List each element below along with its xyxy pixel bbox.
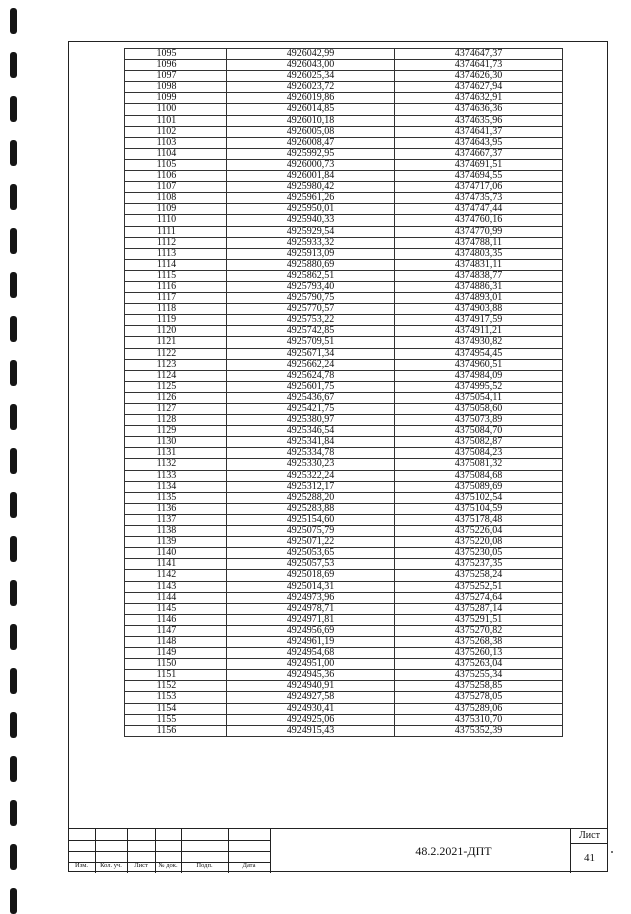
- point-number-cell: 1099: [125, 93, 227, 104]
- grid-line: [68, 851, 270, 852]
- table-row: [125, 171, 563, 182]
- table-row: [125, 370, 563, 381]
- table-row: [125, 215, 563, 226]
- table-row: [125, 159, 563, 170]
- y-coordinate-cell: 4375270,82: [395, 625, 563, 636]
- x-coordinate-cell: 4926000,73: [227, 159, 395, 170]
- table-row: [125, 681, 563, 692]
- y-coordinate-cell: 4374747,44: [395, 204, 563, 215]
- point-number-cell: 1110: [125, 215, 227, 226]
- table-row: [125, 304, 563, 315]
- y-coordinate-cell: 4374930,82: [395, 337, 563, 348]
- x-coordinate-cell: 4925288,20: [227, 492, 395, 503]
- x-coordinate-cell: 4924915,43: [227, 725, 395, 736]
- x-coordinate-cell: 4925436,67: [227, 392, 395, 403]
- x-coordinate-cell: 4925053,65: [227, 548, 395, 559]
- point-number-cell: 1150: [125, 659, 227, 670]
- page-mark: [611, 851, 613, 853]
- point-number-cell: 1136: [125, 503, 227, 514]
- x-coordinate-cell: 4925330,23: [227, 459, 395, 470]
- binder-hole: [10, 580, 17, 606]
- table-row: [125, 415, 563, 426]
- y-coordinate-cell: 4374643,95: [395, 137, 563, 148]
- table-row: [125, 315, 563, 326]
- point-number-cell: 1131: [125, 448, 227, 459]
- table-row: [125, 281, 563, 292]
- y-coordinate-cell: 4375104,59: [395, 503, 563, 514]
- point-number-cell: 1135: [125, 492, 227, 503]
- point-number-cell: 1123: [125, 359, 227, 370]
- point-number-cell: 1154: [125, 703, 227, 714]
- point-number-cell: 1106: [125, 171, 227, 182]
- revision-grid: [68, 829, 270, 873]
- x-coordinate-cell: 4925742,85: [227, 326, 395, 337]
- table-row: [125, 426, 563, 437]
- table-row: [125, 381, 563, 392]
- point-number-cell: 1152: [125, 681, 227, 692]
- x-coordinate-cell: 4925346,54: [227, 426, 395, 437]
- revision-column-label: Кол. уч.: [100, 862, 122, 869]
- revision-column-label: Изм.: [75, 862, 88, 869]
- x-coordinate-cell: 4925380,97: [227, 415, 395, 426]
- table-row: [125, 581, 563, 592]
- x-coordinate-cell: 4925154,60: [227, 514, 395, 525]
- y-coordinate-cell: 4374641,37: [395, 126, 563, 137]
- grid-line: [68, 840, 270, 841]
- point-number-cell: 1146: [125, 614, 227, 625]
- y-coordinate-cell: 4374917,59: [395, 315, 563, 326]
- y-coordinate-cell: 4374626,30: [395, 71, 563, 82]
- revision-column-label: Дата: [242, 862, 256, 869]
- x-coordinate-cell: 4925929,54: [227, 226, 395, 237]
- x-coordinate-cell: 4925075,79: [227, 526, 395, 537]
- point-number-cell: 1143: [125, 581, 227, 592]
- y-coordinate-cell: 4374760,16: [395, 215, 563, 226]
- y-coordinate-cell: 4374717,06: [395, 182, 563, 193]
- point-number-cell: 1112: [125, 237, 227, 248]
- y-coordinate-cell: 4374903,88: [395, 304, 563, 315]
- y-coordinate-cell: 4375260,13: [395, 648, 563, 659]
- point-number-cell: 1130: [125, 437, 227, 448]
- point-number-cell: 1151: [125, 670, 227, 681]
- point-number-cell: 1144: [125, 592, 227, 603]
- x-coordinate-cell: 4925880,69: [227, 259, 395, 270]
- point-number-cell: 1133: [125, 470, 227, 481]
- x-coordinate-cell: 4924961,19: [227, 636, 395, 647]
- point-number-cell: 1132: [125, 459, 227, 470]
- y-coordinate-cell: 4374694,55: [395, 171, 563, 182]
- point-number-cell: 1108: [125, 193, 227, 204]
- point-number-cell: 1118: [125, 304, 227, 315]
- x-coordinate-cell: 4925980,42: [227, 182, 395, 193]
- table-row: [125, 137, 563, 148]
- point-number-cell: 1098: [125, 82, 227, 93]
- point-number-cell: 1097: [125, 71, 227, 82]
- table-row: [125, 659, 563, 670]
- x-coordinate-cell: 4926019,86: [227, 93, 395, 104]
- table-row: [125, 703, 563, 714]
- point-number-cell: 1117: [125, 293, 227, 304]
- point-number-cell: 1139: [125, 537, 227, 548]
- y-coordinate-cell: 4375310,70: [395, 714, 563, 725]
- y-coordinate-cell: 4375226,04: [395, 526, 563, 537]
- table-row: [125, 603, 563, 614]
- binder-hole: [10, 360, 17, 386]
- point-number-cell: 1128: [125, 415, 227, 426]
- x-coordinate-cell: 4925961,26: [227, 193, 395, 204]
- y-coordinate-cell: 4375258,85: [395, 681, 563, 692]
- point-number-cell: 1149: [125, 648, 227, 659]
- y-coordinate-cell: 4375289,06: [395, 703, 563, 714]
- x-coordinate-cell: 4925709,51: [227, 337, 395, 348]
- y-coordinate-cell: 4374960,51: [395, 359, 563, 370]
- binder-hole: [10, 668, 17, 694]
- x-coordinate-cell: 4926010,18: [227, 115, 395, 126]
- y-coordinate-cell: 4375230,05: [395, 548, 563, 559]
- binder-hole: [10, 844, 17, 870]
- table-row: [125, 259, 563, 270]
- table-row: [125, 182, 563, 193]
- binder-hole: [10, 712, 17, 738]
- table-row: [125, 592, 563, 603]
- table-row: [125, 193, 563, 204]
- y-coordinate-cell: 4374636,36: [395, 104, 563, 115]
- y-coordinate-cell: 4374831,11: [395, 259, 563, 270]
- point-number-cell: 1129: [125, 426, 227, 437]
- point-number-cell: 1127: [125, 404, 227, 415]
- table-row: [125, 559, 563, 570]
- title-block: [68, 828, 608, 872]
- point-number-cell: 1137: [125, 514, 227, 525]
- binder-hole: [10, 184, 17, 210]
- x-coordinate-cell: 4926008,47: [227, 137, 395, 148]
- point-number-cell: 1115: [125, 270, 227, 281]
- point-number-cell: 1109: [125, 204, 227, 215]
- sheet-label: Лист: [571, 829, 608, 844]
- point-number-cell: 1116: [125, 281, 227, 292]
- binder-hole: [10, 8, 17, 34]
- x-coordinate-cell: 4925071,22: [227, 537, 395, 548]
- binder-hole: [10, 140, 17, 166]
- point-number-cell: 1122: [125, 348, 227, 359]
- table-row: [125, 237, 563, 248]
- binder-hole: [10, 888, 17, 914]
- y-coordinate-cell: 4374838,77: [395, 270, 563, 281]
- x-coordinate-cell: 4925334,78: [227, 448, 395, 459]
- table-row: [125, 537, 563, 548]
- table-row: [125, 470, 563, 481]
- y-coordinate-cell: 4375178,48: [395, 514, 563, 525]
- x-coordinate-cell: 4926042,99: [227, 49, 395, 60]
- table-row: [125, 337, 563, 348]
- x-coordinate-cell: 4924930,41: [227, 703, 395, 714]
- x-coordinate-cell: 4926023,72: [227, 82, 395, 93]
- x-coordinate-cell: 4925940,33: [227, 215, 395, 226]
- y-coordinate-cell: 4375084,23: [395, 448, 563, 459]
- table-row: [125, 326, 563, 337]
- document-code: 48.2.2021-ДПТ: [415, 844, 492, 858]
- x-coordinate-cell: 4925341,84: [227, 437, 395, 448]
- point-number-cell: 1114: [125, 259, 227, 270]
- x-coordinate-cell: 4925933,32: [227, 237, 395, 248]
- point-number-cell: 1125: [125, 381, 227, 392]
- point-number-cell: 1100: [125, 104, 227, 115]
- y-coordinate-cell: 4375089,69: [395, 481, 563, 492]
- table-row: [125, 204, 563, 215]
- table-row: [125, 93, 563, 104]
- x-coordinate-cell: 4924945,36: [227, 670, 395, 681]
- binder-hole: [10, 316, 17, 342]
- y-coordinate-cell: 4374667,37: [395, 148, 563, 159]
- point-number-cell: 1155: [125, 714, 227, 725]
- x-coordinate-cell: 4924978,71: [227, 603, 395, 614]
- x-coordinate-cell: 4926014,85: [227, 104, 395, 115]
- point-number-cell: 1145: [125, 603, 227, 614]
- point-number-cell: 1102: [125, 126, 227, 137]
- table-row: [125, 248, 563, 259]
- sheet-box: [570, 829, 608, 873]
- table-row: [125, 481, 563, 492]
- point-number-cell: 1142: [125, 570, 227, 581]
- y-coordinate-cell: 4374886,31: [395, 281, 563, 292]
- binder-hole: [10, 448, 17, 474]
- y-coordinate-cell: 4374641,73: [395, 60, 563, 71]
- table-row: [125, 126, 563, 137]
- table-row: [125, 404, 563, 415]
- y-coordinate-cell: 4374893,01: [395, 293, 563, 304]
- revision-column-label: № док.: [158, 862, 178, 869]
- binder-holes: [10, 0, 22, 905]
- table-row: [125, 293, 563, 304]
- point-number-cell: 1095: [125, 49, 227, 60]
- x-coordinate-cell: 4924925,06: [227, 714, 395, 725]
- table-row: [125, 692, 563, 703]
- y-coordinate-cell: 4375102,54: [395, 492, 563, 503]
- table-row: [125, 636, 563, 647]
- y-coordinate-cell: 4374735,73: [395, 193, 563, 204]
- binder-hole: [10, 536, 17, 562]
- y-coordinate-cell: 4375274,64: [395, 592, 563, 603]
- x-coordinate-cell: 4925283,88: [227, 503, 395, 514]
- table-row: [125, 148, 563, 159]
- x-coordinate-cell: 4926043,00: [227, 60, 395, 71]
- y-coordinate-cell: 4375237,35: [395, 559, 563, 570]
- point-number-cell: 1119: [125, 315, 227, 326]
- x-coordinate-cell: 4925950,01: [227, 204, 395, 215]
- y-coordinate-cell: 4374788,11: [395, 237, 563, 248]
- binder-hole: [10, 52, 17, 78]
- y-coordinate-cell: 4375084,70: [395, 426, 563, 437]
- x-coordinate-cell: 4925421,75: [227, 404, 395, 415]
- table-row: [125, 60, 563, 71]
- point-number-cell: 1121: [125, 337, 227, 348]
- x-coordinate-cell: 4925662,24: [227, 359, 395, 370]
- y-coordinate-cell: 4375255,34: [395, 670, 563, 681]
- x-coordinate-cell: 4925753,22: [227, 315, 395, 326]
- binder-hole: [10, 756, 17, 782]
- y-coordinate-cell: 4375268,38: [395, 636, 563, 647]
- point-number-cell: 1107: [125, 182, 227, 193]
- table-row: [125, 359, 563, 370]
- point-number-cell: 1120: [125, 326, 227, 337]
- y-coordinate-cell: 4375287,14: [395, 603, 563, 614]
- point-number-cell: 1153: [125, 692, 227, 703]
- y-coordinate-cell: 4374954,45: [395, 348, 563, 359]
- point-number-cell: 1103: [125, 137, 227, 148]
- sheet-number: 41: [584, 852, 595, 864]
- y-coordinate-cell: 4375082,87: [395, 437, 563, 448]
- revision-column-label: Лист: [134, 862, 148, 869]
- point-number-cell: 1141: [125, 559, 227, 570]
- table-row: [125, 226, 563, 237]
- point-number-cell: 1140: [125, 548, 227, 559]
- x-coordinate-cell: 4925624,78: [227, 370, 395, 381]
- y-coordinate-cell: 4375058,60: [395, 404, 563, 415]
- table-row: [125, 71, 563, 82]
- revision-column-label: Подп.: [196, 862, 213, 869]
- y-coordinate-cell: 4375352,39: [395, 725, 563, 736]
- y-coordinate-cell: 4374647,37: [395, 49, 563, 60]
- table-row: [125, 448, 563, 459]
- table-row: [125, 526, 563, 537]
- binder-hole: [10, 96, 17, 122]
- point-number-cell: 1148: [125, 636, 227, 647]
- x-coordinate-cell: 4925322,24: [227, 470, 395, 481]
- table-row: [125, 514, 563, 525]
- x-coordinate-cell: 4925018,69: [227, 570, 395, 581]
- point-number-cell: 1105: [125, 159, 227, 170]
- x-coordinate-cell: 4925862,51: [227, 270, 395, 281]
- point-number-cell: 1113: [125, 248, 227, 259]
- table-row: [125, 49, 563, 60]
- table-row: [125, 670, 563, 681]
- table-row: [125, 104, 563, 115]
- table-row: [125, 503, 563, 514]
- x-coordinate-cell: 4925312,17: [227, 481, 395, 492]
- y-coordinate-cell: 4375084,68: [395, 470, 563, 481]
- x-coordinate-cell: 4925057,53: [227, 559, 395, 570]
- x-coordinate-cell: 4925913,09: [227, 248, 395, 259]
- x-coordinate-cell: 4925790,75: [227, 293, 395, 304]
- y-coordinate-cell: 4375258,24: [395, 570, 563, 581]
- x-coordinate-cell: 4925671,34: [227, 348, 395, 359]
- y-coordinate-cell: 4374632,91: [395, 93, 563, 104]
- binder-hole: [10, 800, 17, 826]
- table-row: [125, 648, 563, 659]
- table-row: [125, 548, 563, 559]
- x-coordinate-cell: 4925992,95: [227, 148, 395, 159]
- point-number-cell: 1111: [125, 226, 227, 237]
- binder-hole: [10, 624, 17, 650]
- y-coordinate-cell: 4375278,05: [395, 692, 563, 703]
- y-coordinate-cell: 4374803,35: [395, 248, 563, 259]
- y-coordinate-cell: 4374984,09: [395, 370, 563, 381]
- x-coordinate-cell: 4925014,31: [227, 581, 395, 592]
- binder-hole: [10, 492, 17, 518]
- x-coordinate-cell: 4925793,40: [227, 281, 395, 292]
- point-number-cell: 1156: [125, 725, 227, 736]
- point-number-cell: 1134: [125, 481, 227, 492]
- y-coordinate-cell: 4375073,89: [395, 415, 563, 426]
- x-coordinate-cell: 4925770,57: [227, 304, 395, 315]
- x-coordinate-cell: 4926001,84: [227, 171, 395, 182]
- y-coordinate-cell: 4375220,08: [395, 537, 563, 548]
- y-coordinate-cell: 4375252,51: [395, 581, 563, 592]
- y-coordinate-cell: 4374635,96: [395, 115, 563, 126]
- x-coordinate-cell: 4926025,34: [227, 71, 395, 82]
- point-number-cell: 1138: [125, 526, 227, 537]
- point-number-cell: 1101: [125, 115, 227, 126]
- x-coordinate-cell: 4924973,96: [227, 592, 395, 603]
- y-coordinate-cell: 4375263,04: [395, 659, 563, 670]
- x-coordinate-cell: 4926005,08: [227, 126, 395, 137]
- y-coordinate-cell: 4375054,11: [395, 392, 563, 403]
- table-row: [125, 115, 563, 126]
- x-coordinate-cell: 4924954,68: [227, 648, 395, 659]
- point-number-cell: 1147: [125, 625, 227, 636]
- x-coordinate-cell: 4924927,58: [227, 692, 395, 703]
- binder-hole: [10, 272, 17, 298]
- table-row: [125, 570, 563, 581]
- table-row: [125, 270, 563, 281]
- table-row: [125, 459, 563, 470]
- point-number-cell: 1104: [125, 148, 227, 159]
- binder-hole: [10, 228, 17, 254]
- table-row: [125, 492, 563, 503]
- y-coordinate-cell: 4374627,94: [395, 82, 563, 93]
- table-row: [125, 714, 563, 725]
- point-number-cell: 1124: [125, 370, 227, 381]
- y-coordinate-cell: 4374691,51: [395, 159, 563, 170]
- x-coordinate-cell: 4924951,00: [227, 659, 395, 670]
- x-coordinate-cell: 4925601,75: [227, 381, 395, 392]
- y-coordinate-cell: 4375291,51: [395, 614, 563, 625]
- binder-hole: [10, 404, 17, 430]
- y-coordinate-cell: 4374911,21: [395, 326, 563, 337]
- x-coordinate-cell: 4924940,91: [227, 681, 395, 692]
- table-row: [125, 625, 563, 636]
- table-row: [125, 348, 563, 359]
- table-row: [125, 82, 563, 93]
- y-coordinate-cell: 4374770,99: [395, 226, 563, 237]
- table-row: [125, 392, 563, 403]
- point-number-cell: 1096: [125, 60, 227, 71]
- y-coordinate-cell: 4375081,32: [395, 459, 563, 470]
- table-row: [125, 725, 563, 736]
- x-coordinate-cell: 4924956,69: [227, 625, 395, 636]
- y-coordinate-cell: 4374995,52: [395, 381, 563, 392]
- x-coordinate-cell: 4924971,81: [227, 614, 395, 625]
- table-row: [125, 614, 563, 625]
- table-row: [125, 437, 563, 448]
- coordinates-table: [124, 48, 563, 737]
- point-number-cell: 1126: [125, 392, 227, 403]
